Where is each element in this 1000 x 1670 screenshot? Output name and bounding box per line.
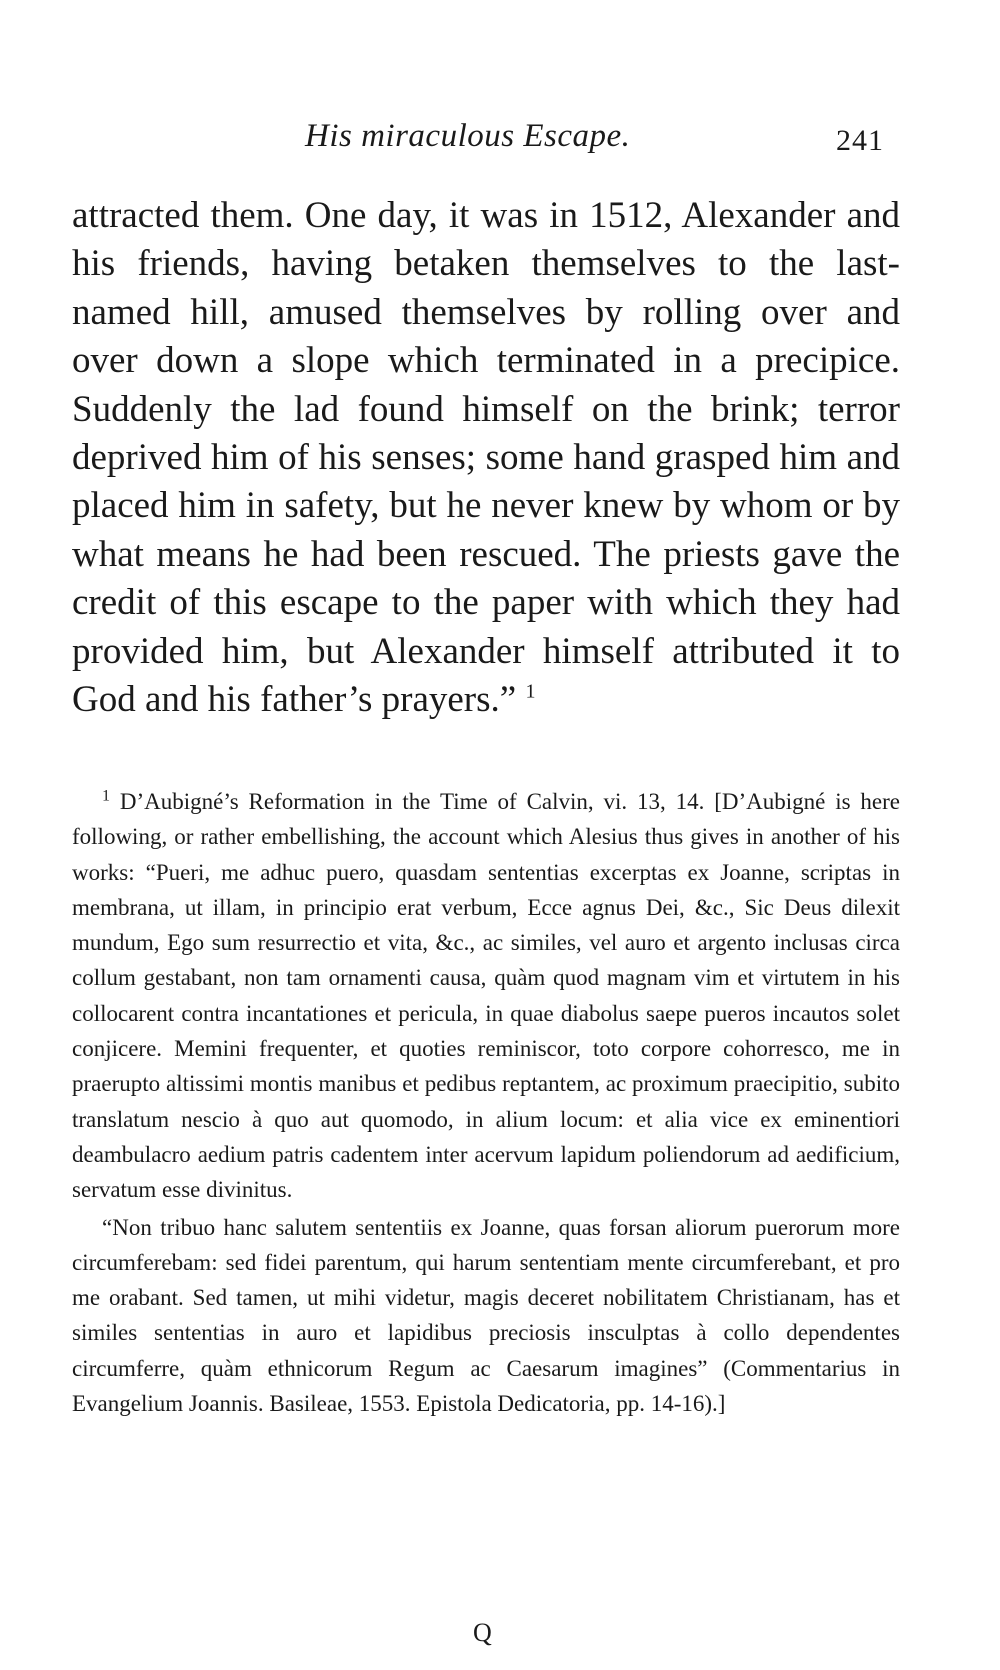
footnote-1	[72, 784, 900, 1208]
footnote-marker: 1	[102, 787, 110, 805]
footnote-reference: 1	[525, 680, 536, 703]
body-paragraph	[72, 192, 900, 724]
footnote-1-text: D’Aubigné’s Reformation in the Time of Calvin, vi. 13, 14. [D’Aubigné is here following, or rather embellishing, the account which Alesius thus gives in another of his works: “Pueri, me adhuc puero, quasdam sententias excerptas ex Joanne, scriptas in membrana, ut illam, in principio erat verbum, Ecce agnus Dei, &c., Sic Deus dilexit mundum, Ego sum resurrectio et vita, &c., ac similes, vel auro et argento inclusas circa collum gestabant, non tam ornamenti causa, quàm quod magnam vim et virtutem in his collocarent contra incantationes et pericula, in quae diabolus saepe pueros incautos solet conjicere. Memini frequenter, et quoties reminiscor, toto corpore cohorresco, me in praerupto altissimi montis manibus et pedibus reptantem, ac proximum praecipitio, subito translatum nescio à quo aut quomodo, in alium locum: et alia vice ex eminentiori deambulacro aedium patris cadentem inter acervum lapidum poliendorum ad aedificium, servatum esse divinitus.	[72, 789, 901, 1203]
running-head	[0, 118, 1000, 168]
footnotes	[72, 784, 900, 1421]
running-title: His miraculous Escape.	[305, 118, 631, 154]
page-number: 241	[836, 124, 884, 157]
footnote-1-continuation: “Non tribuo hanc salutem sententiis ex Joanne, quas forsan aliorum puerorum more circumferebam: sed fidei parentum, qui harum sententiam mente circumferebant, et pro me orabant. Sed tamen, ut mihi videtur, magis deceret nobilitatem Christianam, has et similes sententias in auro et lapidibus preciosis insculptas à collo dependentes circumferre, quàm ethnicorum Regum ac Caesarum imagines” (Commentarius in Evangelium Joannis. Basileae, 1553. Epistola Dedicatoria, pp. 14-16).]	[72, 1214, 900, 1417]
main-text	[72, 192, 900, 724]
body-paragraph-text: attracted them. One day, it was in 1512, Alexander and his friends, having betaken themselves to the last-named hill, amused themselves by rolling over and over down a slope which terminated in a precipice. Suddenly the lad found himself on the brink; terror deprived him of his senses; some hand grasped him and placed him in safety, but he never knew by whom or by what means he had been rescued. The priests gave the credit of this escape to the paper with which they had provided him, but Alexander himself attributed it to God and his father’s prayers.”	[72, 195, 900, 721]
signature-mark: Q	[473, 1618, 492, 1647]
